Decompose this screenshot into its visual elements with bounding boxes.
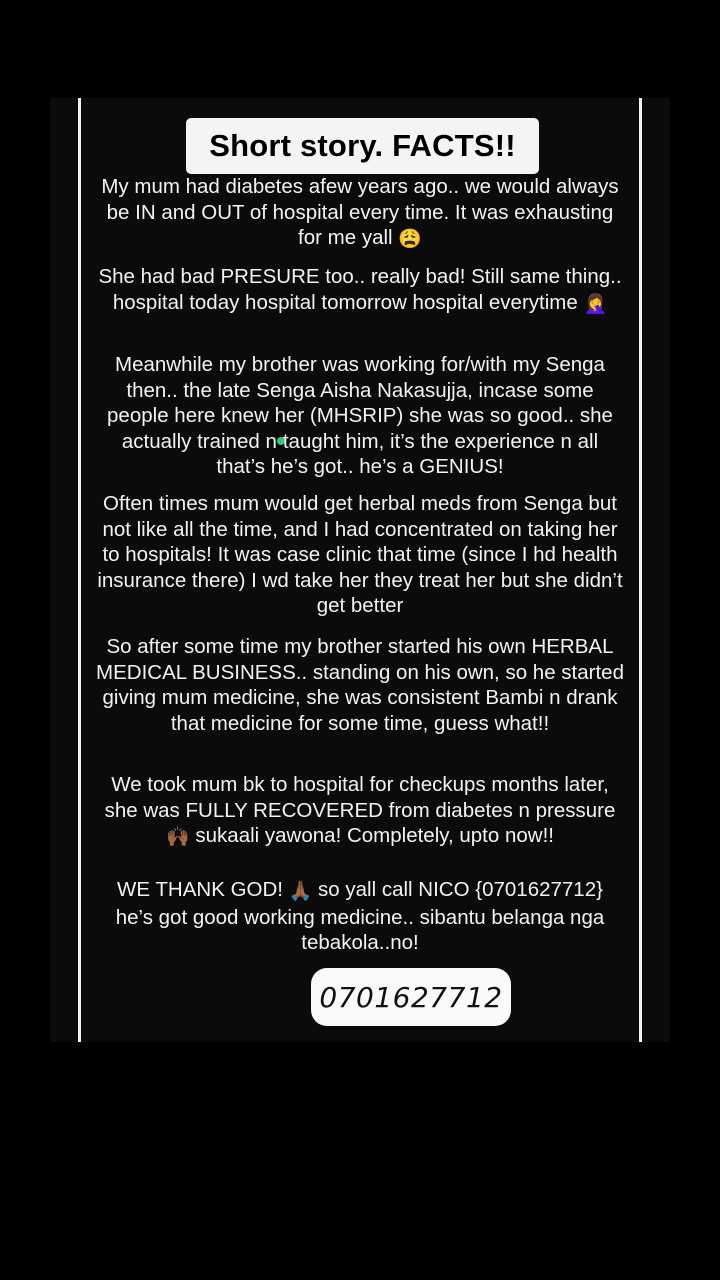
paragraph-4-text: Often times mum would get herbal meds from Senga but not like all the time, and I had concentrated on taking her to hospitals! It was case clinic that time (since I hd health insurance there) I wd take her they treat her but she didn’t get better	[97, 492, 623, 617]
phone-number-text: 0701627712	[319, 980, 503, 1014]
weary-face-icon: 😩	[398, 229, 422, 250]
paragraph-2-text: She had bad PRESURE too.. really bad! Still same thing.. hospital today hospital tomorrow hospital everytime	[98, 265, 622, 314]
paragraph-7-text-b: so yall call NICO {0701627712} he’s got good working medicine.. sibantu belanga nga tebakola..no!	[115, 878, 605, 954]
paragraph-4	[96, 491, 624, 619]
paragraph-1	[96, 174, 624, 253]
folded-hands-icon: 🙏🏾	[288, 881, 313, 902]
facepalm-icon: 🤦‍♀️	[583, 293, 608, 315]
right-frame-edge	[639, 98, 642, 1042]
paragraph-7	[96, 877, 624, 956]
paragraph-6-text-b: sukaali yawona! Completely, upto now!!	[189, 824, 554, 847]
paragraph-2	[96, 264, 624, 317]
paragraph-3-text-a: Meanwhile my brother was working for/with my Senga then.. the late Senga Aisha Nakasujja, incase some people here knew her (MHSRIP) she was so good.. she actually trained n	[107, 353, 613, 453]
raised-hands-icon: 🙌🏾	[166, 827, 190, 848]
paragraph-5-text: So after some time my brother started his own HERBAL MEDICAL BUSINESS.. standing on his own, so he started giving mum medicine, she was consistent Bambi n drank that medicine for some time, guess what!!	[96, 635, 624, 735]
phone-number-sticker[interactable]	[311, 968, 511, 1026]
paragraph-6-text-a: We took mum bk to hospital for checkups months later, she was FULLY RECOVERED from diabetes n pressure	[104, 773, 616, 822]
paragraph-1-text: My mum had diabetes afew years ago.. we would always be IN and OUT of hospital every time. It was exhausting for me yall	[101, 175, 619, 249]
paragraph-6	[96, 772, 624, 851]
title-sticker	[186, 118, 539, 174]
title-text: Short story. FACTS!!	[209, 128, 516, 163]
paragraph-3	[96, 352, 624, 480]
paragraph-7-text-a: WE THANK GOD!	[117, 878, 283, 901]
left-frame-edge	[78, 98, 81, 1042]
paragraph-3-text-b: taught him, it’s the experience n all that’s he’s got.. he’s a GENIUS!	[216, 429, 599, 478]
paragraph-5	[96, 634, 624, 736]
